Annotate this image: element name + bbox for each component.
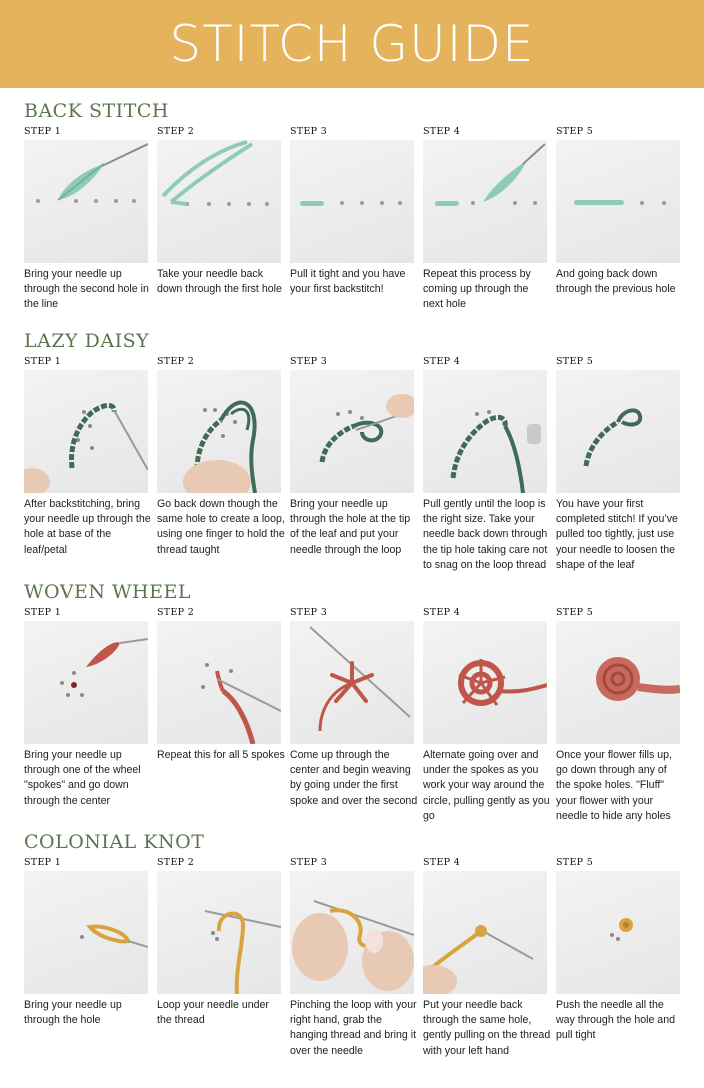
step-label: STEP 4 bbox=[423, 126, 461, 137]
step-label: STEP 5 bbox=[556, 126, 594, 137]
step-description: Repeat this process by coming up through the next hole bbox=[423, 268, 531, 311]
step-description: Bring your needle up through one of the wheel "spokes" and go down through the center bbox=[24, 749, 141, 807]
step-label: STEP 3 bbox=[290, 857, 328, 868]
step-label: STEP 3 bbox=[290, 126, 328, 137]
section-title: WOVEN WHEEL bbox=[24, 581, 191, 603]
step-label: STEP 4 bbox=[423, 857, 461, 868]
step-description: After backstitching, bring your needle up through the hole at base of the leaf/petal bbox=[24, 498, 151, 556]
step-photo bbox=[423, 871, 547, 994]
step-label: STEP 5 bbox=[556, 857, 594, 868]
step-photo bbox=[556, 370, 680, 493]
step-label: STEP 3 bbox=[290, 356, 328, 367]
step-description: Bring your needle up through the second hole in the line bbox=[24, 268, 149, 311]
step-description: Put your needle back through the same hole, gently pulling on the thread with your left hand bbox=[423, 999, 551, 1057]
step-photo bbox=[423, 621, 547, 744]
step-photo bbox=[157, 871, 281, 994]
step-label: STEP 4 bbox=[423, 356, 461, 367]
step-photo bbox=[556, 140, 680, 263]
step-description: You have your first completed stitch! If you’ve pulled too tightly, just use your needle to loosen the shape of the leaf bbox=[556, 498, 678, 571]
step-photo bbox=[423, 370, 547, 493]
step-description: Alternate going over and under the spokes as you work your way around the circle, pulling gently as you go bbox=[423, 749, 550, 822]
page-title: STITCH GUIDE bbox=[169, 15, 535, 73]
title-banner bbox=[0, 0, 704, 88]
step-description: Once your flower fills up, go down through any of the spoke holes. "Fluff" your flower with your needle to hide any holes bbox=[556, 749, 672, 822]
step-description: Push the needle all the way through the hole and pull tight bbox=[556, 999, 675, 1042]
step-photo bbox=[157, 621, 281, 744]
step-photo bbox=[290, 140, 414, 263]
step-label: STEP 5 bbox=[556, 356, 594, 367]
step-photo bbox=[556, 621, 680, 744]
step-label: STEP 1 bbox=[24, 356, 62, 367]
step-description: Repeat this for all 5 spokes bbox=[157, 749, 285, 761]
section-title: BACK STITCH bbox=[24, 100, 169, 122]
step-description: Go back down though the same hole to create a loop, using one finger to hold the thread taught bbox=[157, 498, 285, 556]
step-label: STEP 2 bbox=[157, 356, 195, 367]
step-description: Come up through the center and begin weaving by going under the first spoke and over the second bbox=[290, 749, 418, 807]
step-description: Pull it tight and you have your first backstitch! bbox=[290, 268, 406, 296]
step-photo bbox=[24, 140, 148, 263]
step-photo bbox=[157, 140, 281, 263]
step-photo bbox=[290, 370, 414, 493]
step-description: Take your needle back down through the first hole bbox=[157, 268, 282, 296]
step-label: STEP 2 bbox=[157, 607, 195, 618]
step-photo bbox=[24, 871, 148, 994]
step-label: STEP 4 bbox=[423, 607, 461, 618]
section-title: LAZY DAISY bbox=[24, 330, 150, 352]
step-photo bbox=[423, 140, 547, 263]
step-photo bbox=[290, 871, 414, 994]
step-label: STEP 3 bbox=[290, 607, 328, 618]
step-photo bbox=[157, 370, 281, 493]
step-photo bbox=[556, 871, 680, 994]
step-label: STEP 1 bbox=[24, 126, 62, 137]
step-label: STEP 5 bbox=[556, 607, 594, 618]
section-title: COLONIAL KNOT bbox=[24, 831, 205, 853]
step-label: STEP 1 bbox=[24, 607, 62, 618]
step-photo bbox=[24, 621, 148, 744]
step-photo bbox=[24, 370, 148, 493]
step-description: Bring your needle up through the hole bbox=[24, 999, 122, 1027]
step-description: Loop your needle under the thread bbox=[157, 999, 269, 1027]
step-description: Pull gently until the loop is the right size. Take your needle back down through the tip hole taking care not to snag on the loop thread bbox=[423, 498, 548, 571]
step-photo bbox=[290, 621, 414, 744]
step-description: Pinching the loop with your right hand, grab the hanging thread and bring it over the needle bbox=[290, 999, 417, 1057]
step-label: STEP 2 bbox=[157, 857, 195, 868]
step-description: And going back down through the previous hole bbox=[556, 268, 676, 296]
step-description: Bring your needle up through the hole at the tip of the leaf and put your needle through the loop bbox=[290, 498, 411, 556]
step-label: STEP 2 bbox=[157, 126, 195, 137]
step-label: STEP 1 bbox=[24, 857, 62, 868]
